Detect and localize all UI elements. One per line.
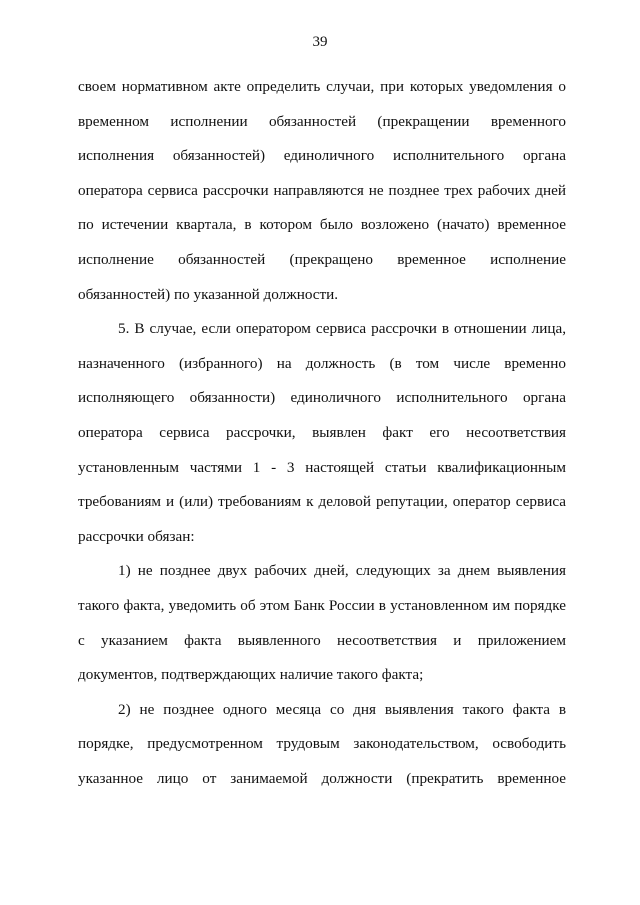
- text-line: с указанием факта выявленного несоответствия и приложением: [78, 631, 566, 649]
- document-body: [78, 70, 566, 796]
- text-line: оператора сервиса рассрочки направляются не позднее трех рабочих дней: [78, 181, 566, 199]
- text-line: рассрочки обязан:: [78, 527, 195, 545]
- text-line: временном исполнении обязанностей (прекращении временного: [78, 112, 566, 130]
- text-line: 5. В случае, если оператором сервиса рассрочки в отношении лица,: [118, 320, 566, 338]
- text-line: документов, подтверждающих наличие такого факта;: [78, 666, 424, 684]
- page-number: 39: [312, 34, 328, 50]
- text-line: 2) не позднее одного месяца со дня выявления такого факта в: [118, 700, 566, 718]
- text-line: порядке, предусмотренном трудовым законодательством, освободить: [78, 735, 566, 753]
- text-line: исполнения обязанностей) единоличного исполнительного органа: [78, 147, 566, 165]
- text-line: 1) не позднее двух рабочих дней, следующих за днем выявления: [118, 562, 566, 580]
- text-line: обязанностей) по указанной должности.: [78, 285, 339, 303]
- text-line: по истечении квартала, в котором было возложено (начато) временное: [78, 216, 566, 234]
- text-line: указанное лицо от занимаемой должности (прекратить временное: [78, 769, 566, 787]
- text-line: оператора сервиса рассрочки, выявлен факт его несоответствия: [78, 423, 566, 441]
- text-line: своем нормативном акте определить случаи, при которых уведомления о: [78, 78, 566, 95]
- text-line: установленным частями 1 - 3 настоящей статьи квалификационным: [78, 458, 566, 476]
- text-line: исполнение обязанностей (прекращено временное исполнение: [78, 250, 566, 268]
- text-line: такого факта, уведомить об этом Банк России в установленном им порядке: [78, 596, 566, 614]
- text-line: назначенного (избранного) на должность (в том числе временно: [78, 354, 566, 372]
- text-line: требованиям и (или) требованиям к деловой репутации, оператор сервиса: [78, 493, 566, 511]
- text-line: исполняющего обязанности) единоличного исполнительного органа: [78, 389, 566, 407]
